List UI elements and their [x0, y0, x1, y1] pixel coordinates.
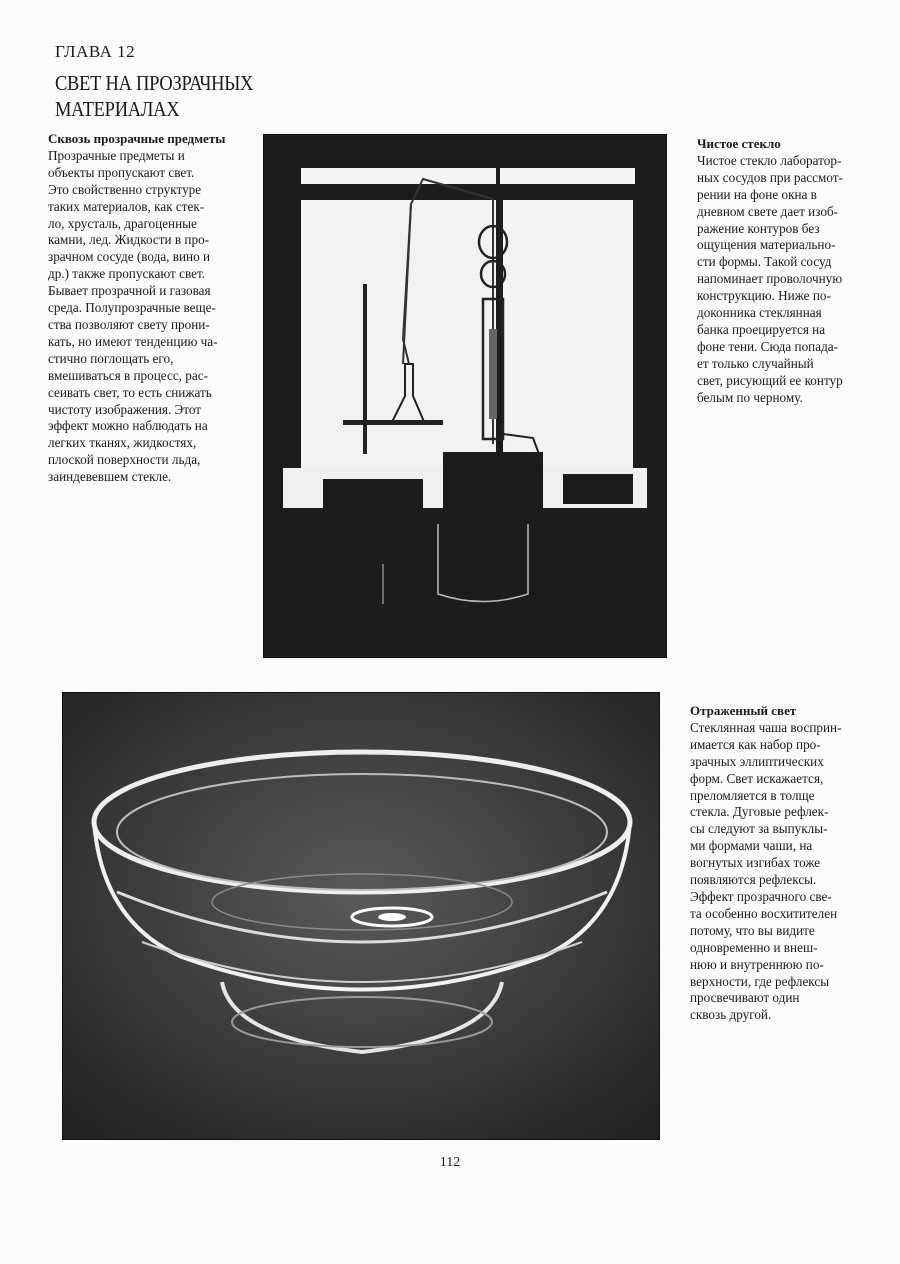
section-reflected-heading: Отраженный свет	[690, 703, 797, 718]
section-through-heading: Сквозь прозрачные предметы	[48, 131, 226, 146]
glass-bowl-photo	[62, 692, 660, 1140]
chapter-label: ГЛАВА 12	[55, 42, 136, 61]
section-reflected	[690, 703, 880, 1024]
chapter-title: СВЕТ НА ПРОЗРАЧНЫХ МАТЕРИАЛАХ	[55, 71, 254, 121]
section-clear-glass	[697, 136, 877, 407]
section-clear-glass-heading: Чистое стекло	[697, 136, 781, 151]
lab-glassware-photo	[263, 134, 667, 658]
page-number: 112	[439, 1155, 461, 1170]
section-reflected-text: Стеклянная чаша восприн- имается как набор про- зрачных эллиптических форм. Свет искажается, преломляется в толще стекла. Дуговые рефлек- сы следуют за выпуклы- ми формами чаши, на вогнутых изгибах тоже появляются рефлексы. Эффект прозрачного све- та особенно восхитителен потому, что вы видите одновременно и внеш- нюю и внутреннюю по- верхности, где рефлексы просвечивают один сквозь другой.	[690, 719, 842, 1023]
section-through	[48, 131, 263, 486]
section-through-text: Прозрачные предметы и объекты пропускают свет. Это свойственно структуре таких материалов, как стек- ло, хрусталь, драгоценные камни, лед. Жидкости в про- зрачном сосуде (вода, вино и др.) также пропускают свет. Бывает прозрачной и газовая среда. Полупрозрачные веще- ства позволяют свету прони- кать, но имеют тенденцию ча- стично поглощать его, вмешиваться в процесс, рас- сеивать свет, то есть снижать чистоту изображения. Этот эффект можно наблюдать на легких тканях, жидкостях, плоской поверхности льда, заиндевевшем стекле.	[48, 147, 218, 485]
section-clear-glass-text: Чистое стекло лаборатор- ных сосудов при рассмот- рении на фоне окна в дневном свете дает изоб- ражение контуров без ощущения материально- сти формы. Такой сосуд напоминает проволочную конструкцию. Ниже по- доконника стеклянная банка проецируется на фоне тени. Сюда попада- ет только случайный свет, рисующий ее контур белым по черному.	[697, 152, 843, 405]
